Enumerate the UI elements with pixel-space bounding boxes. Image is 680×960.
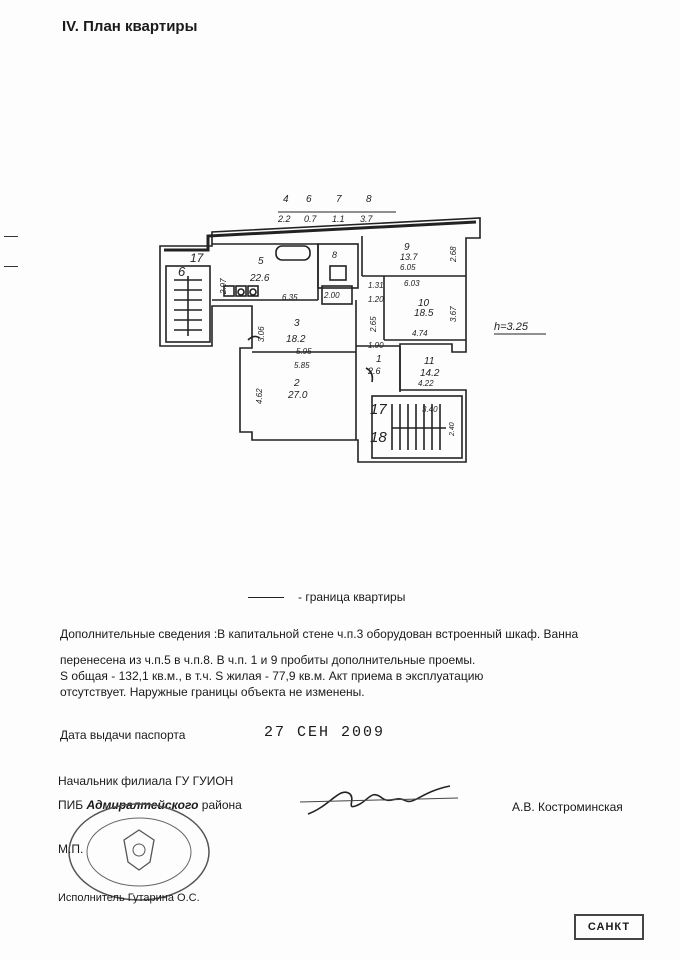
issue-date-label: Дата выдачи паспорта <box>60 728 186 742</box>
dim-top-value-3: 1.1 <box>332 214 345 224</box>
measure: 4.74 <box>412 329 428 338</box>
chief-office-prefix: ПИБ <box>58 798 84 812</box>
stair-left-label-2: 17 <box>190 251 204 265</box>
room-1-area: 2.6 <box>368 366 381 376</box>
measure: 6.05 <box>400 263 416 272</box>
room-10-id: 10 <box>418 298 430 309</box>
room-11-id: 11 <box>424 356 435 367</box>
dim-top-label-1: 4 <box>283 194 289 205</box>
room-9-id: 9 <box>404 242 410 253</box>
measure: 2.40 <box>449 422 456 436</box>
room-8-id: 8 <box>332 250 338 260</box>
dim-top-value-4: 3.7 <box>360 214 373 224</box>
measure: 2.65 <box>369 316 378 332</box>
measure: 1.31 <box>368 281 384 290</box>
room-2-area: 27.0 <box>288 390 308 401</box>
dim-top-label-4: 8 <box>366 194 372 205</box>
dim-top-label-2: 6 <box>306 194 312 205</box>
measure: 1.90 <box>368 341 384 350</box>
height-note: h=3.25 <box>494 321 528 333</box>
measure: 4.62 <box>255 388 264 404</box>
dim-top-label-3: 7 <box>336 194 342 205</box>
measure: 6.35 <box>282 293 298 302</box>
dim-top-value-1: 2.2 <box>278 214 291 224</box>
chief-office-suffix: района <box>201 798 242 812</box>
notes-line-1: В капитальной стене ч.п.3 оборудован встроенный шкаф. Ванна <box>217 627 579 641</box>
signer-name: А.В. Костроминская <box>512 800 623 814</box>
room-17-id: 17 <box>370 401 387 418</box>
measure: 5.95 <box>296 347 312 356</box>
signature <box>300 776 460 826</box>
notes-line-3: S общая - 132,1 кв.м., в т.ч. S жилая - 77,9 кв.м. Акт приема в эксплуатацию <box>60 669 484 683</box>
dim-top-value-2: 0.7 <box>304 214 317 224</box>
measure: 5.85 <box>294 361 310 370</box>
notes-label: Дополнительные сведения : <box>60 627 218 641</box>
corner-stamp: САНКТ <box>574 914 644 940</box>
room-5-id: 5 <box>258 256 264 267</box>
legend-label: - граница квартиры <box>298 590 406 604</box>
issue-date-value: 27 СЕН 2009 <box>264 724 386 741</box>
measure: 2.68 <box>449 246 458 262</box>
chief-office-name: Адмиралтейского <box>86 798 199 812</box>
round-seal <box>64 800 214 904</box>
room-2-id: 2 <box>294 378 300 389</box>
room-5-area: 22.6 <box>250 273 270 284</box>
room-9-area: 13.7 <box>400 252 418 262</box>
stair-left-label-1: 6 <box>178 264 186 279</box>
chief-title: Начальник филиала ГУ ГУИОН <box>58 774 234 788</box>
measure: 3.67 <box>449 306 458 322</box>
room-18-id: 18 <box>370 429 387 446</box>
additional-notes <box>60 626 620 700</box>
measure: 3.06 <box>257 326 266 342</box>
measure: 4.22 <box>418 379 434 388</box>
page-title: IV. План квартиры <box>62 18 198 35</box>
measure: 3.40 <box>422 405 438 414</box>
measure: 2.97 <box>219 278 228 294</box>
boundary-line-sample <box>248 597 284 598</box>
measure: 6.03 <box>404 279 420 288</box>
measure: 2.00 <box>324 291 340 300</box>
room-11-area: 14.2 <box>420 368 440 379</box>
notes-line-2: перенесена из ч.п.5 в ч.п.8. В ч.п. 1 и 9 пробиты дополнительные проемы. <box>60 653 476 667</box>
measure: 1.20 <box>368 295 384 304</box>
room-3-id: 3 <box>294 318 300 329</box>
plan-legend <box>248 590 405 604</box>
room-1-id: 1 <box>376 354 382 365</box>
room-10-area: 18.5 <box>414 308 434 319</box>
notes-line-4: отсутствует. Наружные границы объекта не изменены. <box>60 685 365 699</box>
mp-label: М.П. <box>58 842 84 856</box>
room-3-area: 18.2 <box>286 334 306 345</box>
executor: Исполнитель Гутарина О.С. <box>58 892 200 904</box>
